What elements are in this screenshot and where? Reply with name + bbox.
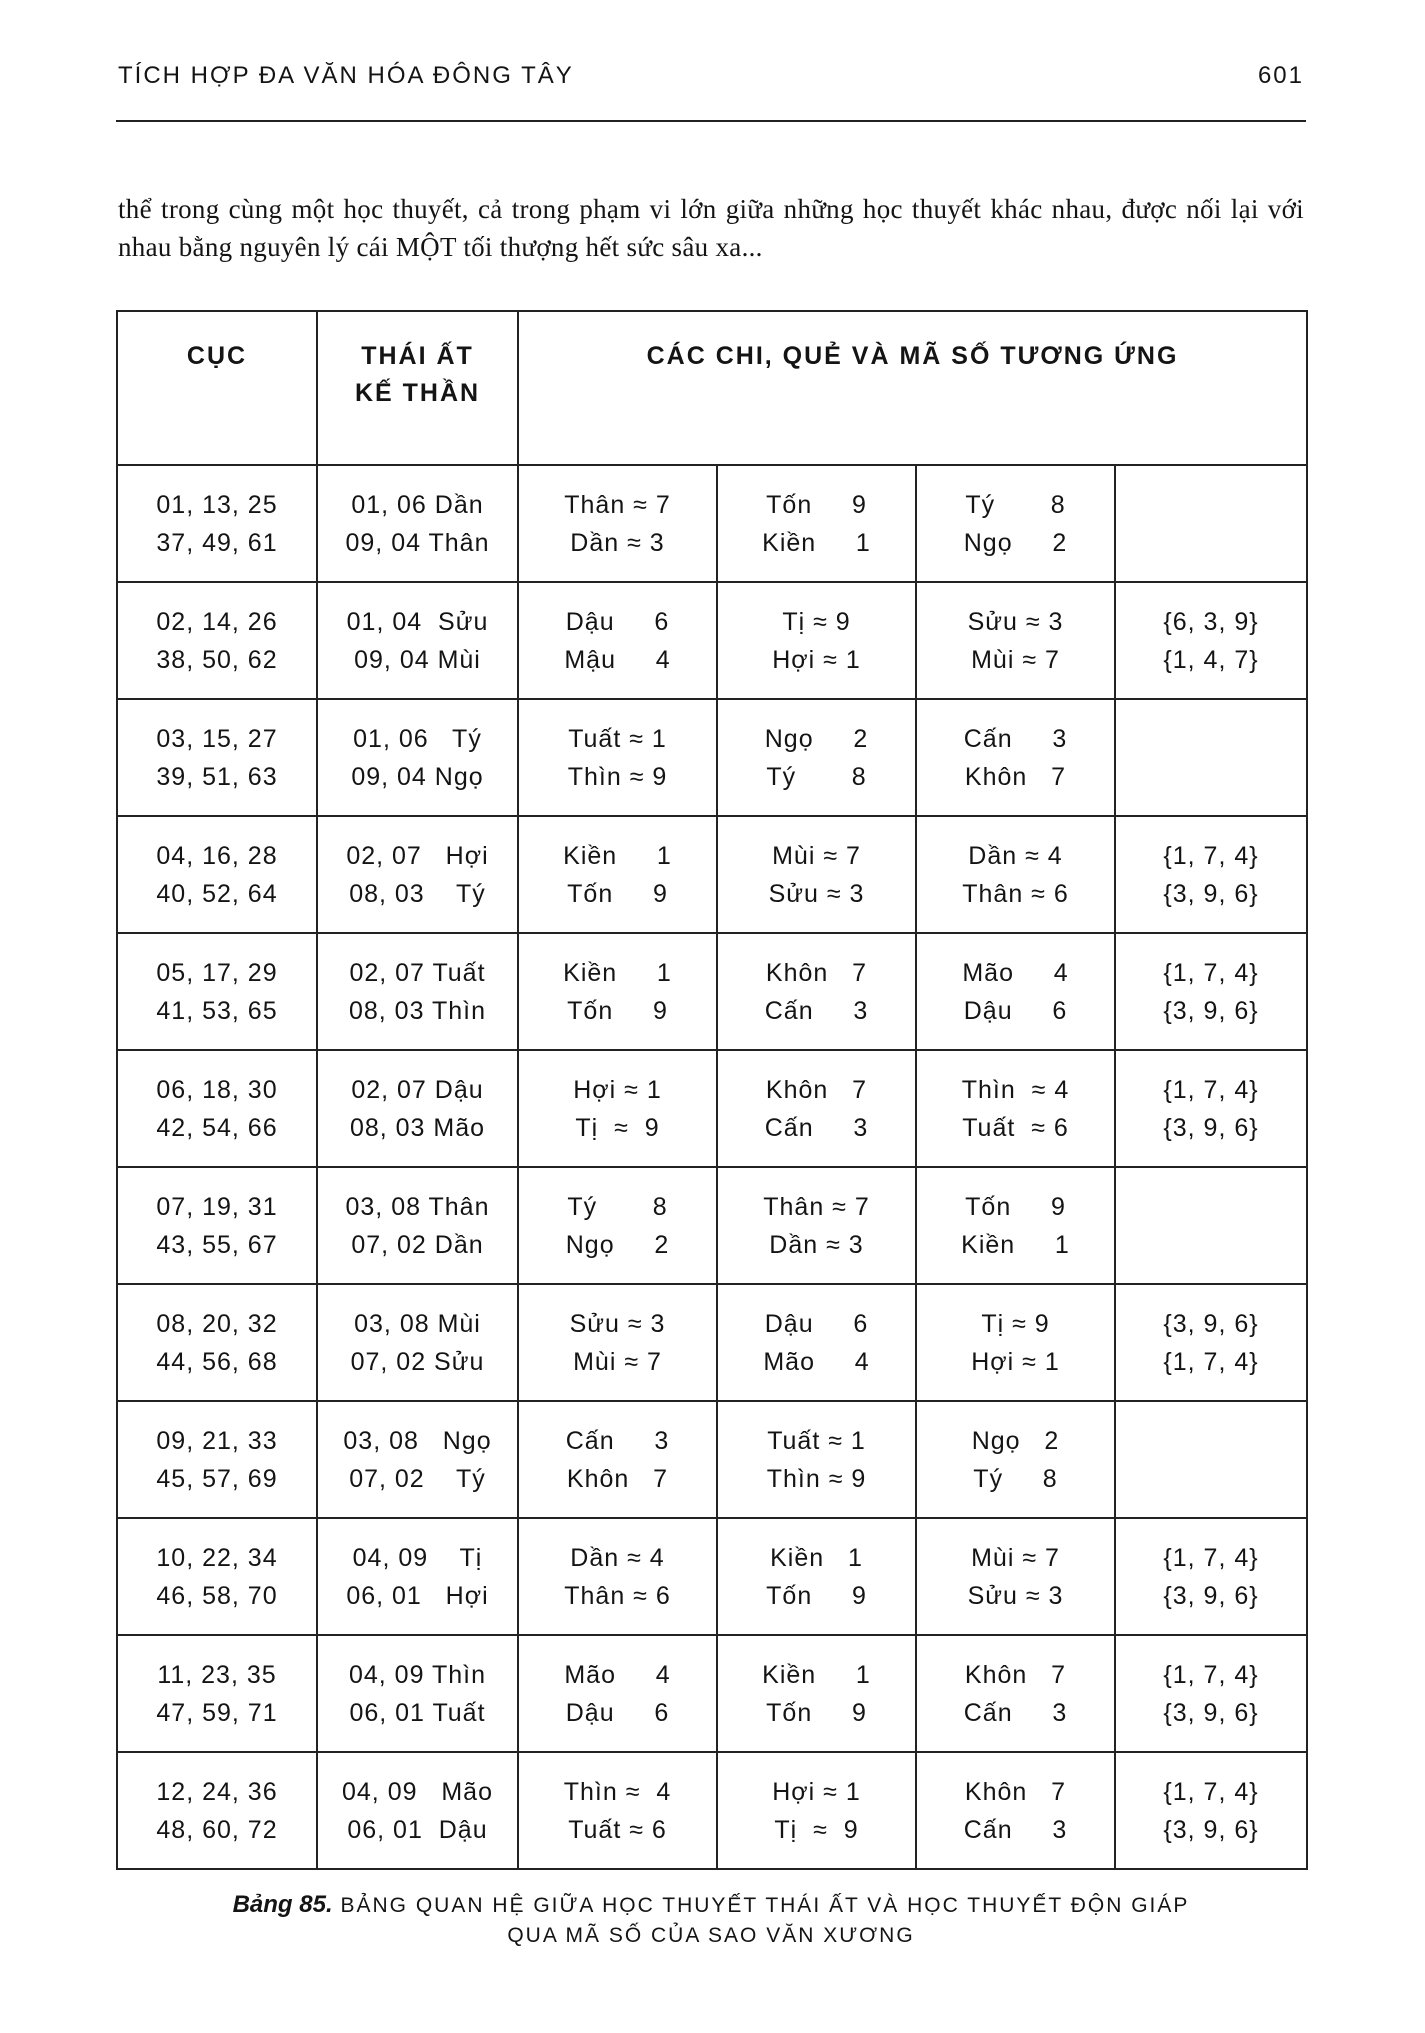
group3-line-2: Kiền 1 (961, 1230, 1070, 1259)
group2-line-2: Kiền 1 (762, 528, 871, 557)
cuc-cell (117, 1284, 317, 1401)
cuc-line-2: 40, 52, 64 (156, 879, 278, 908)
thai-at-line-2: 09, 04 Thân (345, 528, 490, 557)
group3-line-1: Mùi ≈ 7 (971, 1543, 1060, 1572)
group3-line-1: Tý 8 (965, 490, 1066, 519)
thai-at-line-1: 02, 07 Tuất (349, 958, 486, 987)
group3-line-1: Tị ≈ 9 (981, 1309, 1050, 1338)
cuc-line-1: 09, 21, 33 (156, 1426, 278, 1455)
group2-line-1: Tốn 9 (766, 490, 867, 519)
header-cuc: CỤC (117, 311, 317, 465)
group1-line-2: Thân ≈ 6 (564, 1581, 671, 1610)
group2-line-2: Cấn 3 (764, 1113, 869, 1142)
thai-at-cell (317, 933, 518, 1050)
group4-line-2: {3, 9, 6} (1163, 996, 1259, 1025)
cuc-line-1: 01, 13, 25 (156, 490, 278, 519)
body-paragraph: thể trong cùng một học thuyết, cả trong phạm vi lớn giữa những học thuyết khác nhau, được nối lại với nhau bằng nguyên lý cái MỘT tối thượng hết sức sâu xa... (118, 194, 1304, 262)
thai-at-line-2: 06, 01 Dậu (347, 1815, 488, 1844)
header-chi-que: CÁC CHI, QUẺ VÀ MÃ SỐ TƯƠNG ỨNG (518, 311, 1307, 465)
cuc-cell (117, 1635, 317, 1752)
group2-line-1: Khôn 7 (765, 958, 868, 987)
group3-line-1: Tốn 9 (965, 1192, 1066, 1221)
group2-line-1: Dậu 6 (764, 1309, 869, 1338)
thai-at-line-2: 07, 02 Sửu (350, 1347, 485, 1376)
group3-cell (916, 1050, 1115, 1167)
thai-at-line-2: 06, 01 Tuất (349, 1698, 486, 1727)
group1-line-1: Thìn ≈ 4 (563, 1777, 672, 1806)
cuc-line-2: 48, 60, 72 (156, 1815, 278, 1844)
thai-at-line-1: 02, 07 Dậu (351, 1075, 484, 1104)
thai-at-line-2: 08, 03 Tý (349, 879, 486, 908)
table-body (117, 465, 1307, 1869)
cuc-line-2: 37, 49, 61 (156, 528, 278, 557)
table-row (117, 1518, 1307, 1635)
group4-line-1: {1, 7, 4} (1163, 1075, 1259, 1104)
group2-line-2: Tị ≈ 9 (774, 1815, 859, 1844)
thai-at-cell (317, 1518, 518, 1635)
group1-cell (518, 699, 717, 816)
thai-at-line-1: 01, 06 Dần (351, 490, 484, 519)
caption-line-2: QUA MÃ SỐ CỦA SAO VĂN XƯƠNG (507, 1924, 915, 1947)
group4-line-1: {3, 9, 6} (1163, 1309, 1259, 1338)
group2-line-2: Mão 4 (763, 1347, 870, 1376)
cuc-line-2: 44, 56, 68 (156, 1347, 278, 1376)
group2-line-2: Hợi ≈ 1 (772, 645, 861, 674)
group1-line-2: Tị ≈ 9 (575, 1113, 660, 1142)
cuc-line-1: 03, 15, 27 (156, 724, 278, 753)
group3-line-2: Mùi ≈ 7 (971, 645, 1060, 674)
group2-line-2: Sửu ≈ 3 (768, 879, 865, 908)
group2-cell (717, 699, 916, 816)
group3-line-1: Thìn ≈ 4 (961, 1075, 1070, 1104)
thai-at-cell (317, 1284, 518, 1401)
thai-at-cell (317, 1050, 518, 1167)
group2-line-1: Tị ≈ 9 (782, 607, 851, 636)
group1-cell (518, 1401, 717, 1518)
cuc-line-2: 42, 54, 66 (156, 1113, 278, 1142)
group4-cell (1115, 1635, 1307, 1752)
thai-at-line-1: 01, 06 Tý (353, 724, 482, 753)
group2-line-1: Mùi ≈ 7 (772, 841, 861, 870)
table-row (117, 1401, 1307, 1518)
group1-line-1: Cấn 3 (565, 1426, 670, 1455)
group1-cell (518, 1752, 717, 1869)
cuc-line-1: 07, 19, 31 (156, 1192, 278, 1221)
cuc-line-1: 02, 14, 26 (156, 607, 278, 636)
running-head-title: TÍCH HỢP ĐA VĂN HÓA ĐÔNG TÂY (118, 62, 574, 89)
group1-line-1: Sửu ≈ 3 (569, 1309, 666, 1338)
group1-cell (518, 582, 717, 699)
group3-line-2: Hợi ≈ 1 (971, 1347, 1060, 1376)
cuc-cell (117, 816, 317, 933)
group4-line-1: {1, 7, 4} (1163, 841, 1259, 870)
group1-cell (518, 1050, 717, 1167)
running-head (118, 62, 1304, 98)
group2-line-2: Tốn 9 (766, 1698, 867, 1727)
thai-at-line-2: 09, 04 Mùi (354, 645, 481, 674)
group4-line-2: {1, 4, 7} (1163, 645, 1259, 674)
cuc-cell (117, 699, 317, 816)
group3-cell (916, 465, 1115, 582)
cuc-line-2: 45, 57, 69 (156, 1464, 278, 1493)
group4-line-2: {3, 9, 6} (1163, 1815, 1259, 1844)
group2-line-1: Thân ≈ 7 (763, 1192, 870, 1221)
cuc-line-2: 41, 53, 65 (156, 996, 278, 1025)
group1-line-1: Hợi ≈ 1 (573, 1075, 662, 1104)
group1-line-2: Mậu 4 (564, 645, 671, 674)
caption-title: BẢNG QUAN HỆ GIỮA HỌC THUYẾT THÁI ẤT VÀ HỌC THUYẾT ĐỘN GIÁP (340, 1894, 1190, 1917)
group2-cell (717, 933, 916, 1050)
group3-cell (916, 1401, 1115, 1518)
thai-at-cell (317, 1752, 518, 1869)
group2-line-2: Dần ≈ 3 (769, 1230, 864, 1259)
group2-cell (717, 1284, 916, 1401)
group2-cell (717, 816, 916, 933)
group2-cell (717, 1401, 916, 1518)
group2-cell (717, 465, 916, 582)
group1-line-1: Kiền 1 (563, 958, 672, 987)
group3-line-1: Cấn 3 (963, 724, 1068, 753)
table-row (117, 933, 1307, 1050)
thai-at-line-2: 06, 01 Hợi (346, 1581, 489, 1610)
group3-line-2: Dậu 6 (963, 996, 1068, 1025)
table-row (117, 1635, 1307, 1752)
thai-at-line-2: 07, 02 Dần (351, 1230, 484, 1259)
thai-at-cell (317, 816, 518, 933)
group4-line-2: {3, 9, 6} (1163, 1698, 1259, 1727)
group4-cell (1115, 1752, 1307, 1869)
table-row (117, 1284, 1307, 1401)
group3-line-2: Tý 8 (973, 1464, 1058, 1493)
group1-line-2: Tuất ≈ 6 (568, 1815, 667, 1844)
group3-cell (916, 933, 1115, 1050)
group1-line-2: Tốn 9 (567, 879, 668, 908)
group1-line-2: Dần ≈ 3 (570, 528, 665, 557)
group2-cell (717, 1752, 916, 1869)
thai-at-line-2: 08, 03 Mão (349, 1113, 486, 1142)
thai-at-cell (317, 1635, 518, 1752)
thai-at-cell (317, 582, 518, 699)
group3-cell (916, 699, 1115, 816)
cuc-cell (117, 1752, 317, 1869)
group1-line-2: Ngọ 2 (565, 1230, 670, 1259)
thai-at-line-1: 04, 09 Tị (352, 1543, 483, 1572)
group3-line-2: Thân ≈ 6 (962, 879, 1069, 908)
group4-cell (1115, 1401, 1307, 1518)
group4-line-1: {1, 7, 4} (1163, 1543, 1259, 1572)
caption-label: Bảng 85. (232, 1891, 333, 1918)
group4-cell (1115, 1284, 1307, 1401)
group4-cell (1115, 933, 1307, 1050)
group2-line-1: Kiền 1 (770, 1543, 863, 1572)
group1-line-2: Khôn 7 (566, 1464, 669, 1493)
cuc-cell (117, 465, 317, 582)
group2-line-1: Khôn 7 (765, 1075, 868, 1104)
table-row (117, 1752, 1307, 1869)
group1-cell (518, 816, 717, 933)
cuc-line-2: 46, 58, 70 (156, 1581, 278, 1610)
group1-line-2: Dậu 6 (565, 1698, 670, 1727)
table-row (117, 1050, 1307, 1167)
group2-cell (717, 582, 916, 699)
header-rule (116, 120, 1306, 122)
group4-cell (1115, 816, 1307, 933)
group4-line-1: {6, 3, 9} (1163, 607, 1259, 636)
group1-line-1: Tuất ≈ 1 (568, 724, 667, 753)
cuc-line-2: 39, 51, 63 (156, 762, 278, 791)
cuc-line-1: 04, 16, 28 (156, 841, 278, 870)
group3-line-2: Khôn 7 (964, 762, 1067, 791)
cuc-line-1: 11, 23, 35 (157, 1660, 277, 1689)
group1-line-2: Mùi ≈ 7 (573, 1347, 662, 1376)
cuc-line-2: 47, 59, 71 (156, 1698, 278, 1727)
group4-cell (1115, 1167, 1307, 1284)
correspondence-table (116, 310, 1308, 1870)
group3-cell (916, 582, 1115, 699)
group3-line-2: Ngọ 2 (963, 528, 1068, 557)
group1-cell (518, 933, 717, 1050)
cuc-cell (117, 582, 317, 699)
group4-line-1: {1, 7, 4} (1163, 1660, 1259, 1689)
group3-line-1: Ngọ 2 (971, 1426, 1060, 1455)
cuc-cell (117, 1401, 317, 1518)
group3-line-2: Tuất ≈ 6 (962, 1113, 1069, 1142)
group1-line-2: Thìn ≈ 9 (567, 762, 668, 791)
group3-cell (916, 1167, 1115, 1284)
group1-cell (518, 1284, 717, 1401)
group4-line-2: {3, 9, 6} (1163, 1113, 1259, 1142)
cuc-line-1: 05, 17, 29 (156, 958, 278, 987)
group2-line-2: Cấn 3 (764, 996, 869, 1025)
header-thai-at-line2: KẾ THẦN (354, 379, 481, 407)
group1-line-1: Kiền 1 (563, 841, 672, 870)
header-thai-at (317, 311, 518, 465)
thai-at-cell (317, 699, 518, 816)
group1-cell (518, 1167, 717, 1284)
group2-line-1: Kiền 1 (762, 1660, 871, 1689)
thai-at-cell (317, 1167, 518, 1284)
cuc-line-1: 08, 20, 32 (156, 1309, 278, 1338)
thai-at-line-2: 07, 02 Tý (349, 1464, 486, 1493)
group3-line-1: Khôn 7 (964, 1660, 1067, 1689)
group3-cell (916, 1284, 1115, 1401)
group2-line-2: Tý 8 (766, 762, 867, 791)
group3-line-1: Dần ≈ 4 (968, 841, 1063, 870)
group1-cell (518, 465, 717, 582)
group2-line-2: Tốn 9 (766, 1581, 867, 1610)
thai-at-cell (317, 1401, 518, 1518)
group2-line-1: Hợi ≈ 1 (772, 1777, 861, 1806)
group3-cell (916, 1518, 1115, 1635)
thai-at-line-1: 03, 08 Thân (345, 1192, 490, 1221)
group3-line-1: Mão 4 (962, 958, 1069, 987)
group2-line-1: Ngọ 2 (764, 724, 869, 753)
group1-cell (518, 1635, 717, 1752)
cuc-line-1: 12, 24, 36 (156, 1777, 278, 1806)
thai-at-line-1: 03, 08 Mùi (354, 1309, 481, 1338)
group1-line-1: Dần ≈ 4 (570, 1543, 665, 1572)
group3-cell (916, 816, 1115, 933)
thai-at-line-2: 09, 04 Ngọ (351, 762, 484, 791)
group1-line-1: Dậu 6 (565, 607, 670, 636)
group3-line-1: Sửu ≈ 3 (967, 607, 1064, 636)
group4-cell (1115, 699, 1307, 816)
cuc-line-1: 06, 18, 30 (156, 1075, 278, 1104)
cuc-cell (117, 1050, 317, 1167)
cuc-cell (117, 933, 317, 1050)
cuc-cell (117, 1518, 317, 1635)
group4-line-2: {1, 7, 4} (1163, 1347, 1259, 1376)
group4-line-2: {3, 9, 6} (1163, 1581, 1259, 1610)
cuc-line-1: 10, 22, 34 (156, 1543, 278, 1572)
thai-at-line-2: 08, 03 Thìn (348, 996, 487, 1025)
group4-cell (1115, 465, 1307, 582)
header-thai-at-line1: THÁI ẤT (361, 342, 474, 370)
group2-cell (717, 1518, 916, 1635)
group1-line-1: Mão 4 (564, 1660, 671, 1689)
thai-at-line-1: 04, 09 Thìn (348, 1660, 487, 1689)
thai-at-line-1: 04, 09 Mão (342, 1777, 493, 1806)
group1-line-1: Tý 8 (567, 1192, 668, 1221)
group3-cell (916, 1752, 1115, 1869)
caption-line-1 (118, 1890, 1304, 1921)
group4-cell (1115, 1518, 1307, 1635)
cuc-line-2: 43, 55, 67 (156, 1230, 278, 1259)
table-row (117, 816, 1307, 933)
group3-line-2: Sửu ≈ 3 (967, 1581, 1064, 1610)
group2-cell (717, 1635, 916, 1752)
table-header-row (117, 311, 1307, 465)
group4-cell (1115, 1050, 1307, 1167)
group2-cell (717, 1167, 916, 1284)
group3-cell (916, 1635, 1115, 1752)
cuc-cell (117, 1167, 317, 1284)
table-row (117, 1167, 1307, 1284)
group2-cell (717, 1050, 916, 1167)
group1-line-2: Tốn 9 (567, 996, 668, 1025)
thai-at-line-1: 01, 04 Sửu (346, 607, 489, 636)
table-caption (118, 1890, 1304, 1951)
table-row (117, 699, 1307, 816)
group1-line-1: Thân ≈ 7 (564, 490, 671, 519)
thai-at-line-1: 03, 08 Ngọ (343, 1426, 492, 1455)
page-number: 601 (1257, 62, 1304, 89)
group4-line-1: {1, 7, 4} (1163, 1777, 1259, 1806)
group2-line-2: Thìn ≈ 9 (766, 1464, 867, 1493)
group2-line-1: Tuất ≈ 1 (767, 1426, 866, 1455)
group1-cell (518, 1518, 717, 1635)
table-row (117, 582, 1307, 699)
table-row (117, 465, 1307, 582)
thai-at-line-1: 02, 07 Hợi (346, 841, 489, 870)
group3-line-2: Cấn 3 (963, 1698, 1068, 1727)
group4-cell (1115, 582, 1307, 699)
thai-at-cell (317, 465, 518, 582)
cuc-line-2: 38, 50, 62 (156, 645, 278, 674)
group4-line-1: {1, 7, 4} (1163, 958, 1259, 987)
group4-line-2: {3, 9, 6} (1163, 879, 1259, 908)
group3-line-2: Cấn 3 (963, 1815, 1068, 1844)
group3-line-1: Khôn 7 (964, 1777, 1067, 1806)
